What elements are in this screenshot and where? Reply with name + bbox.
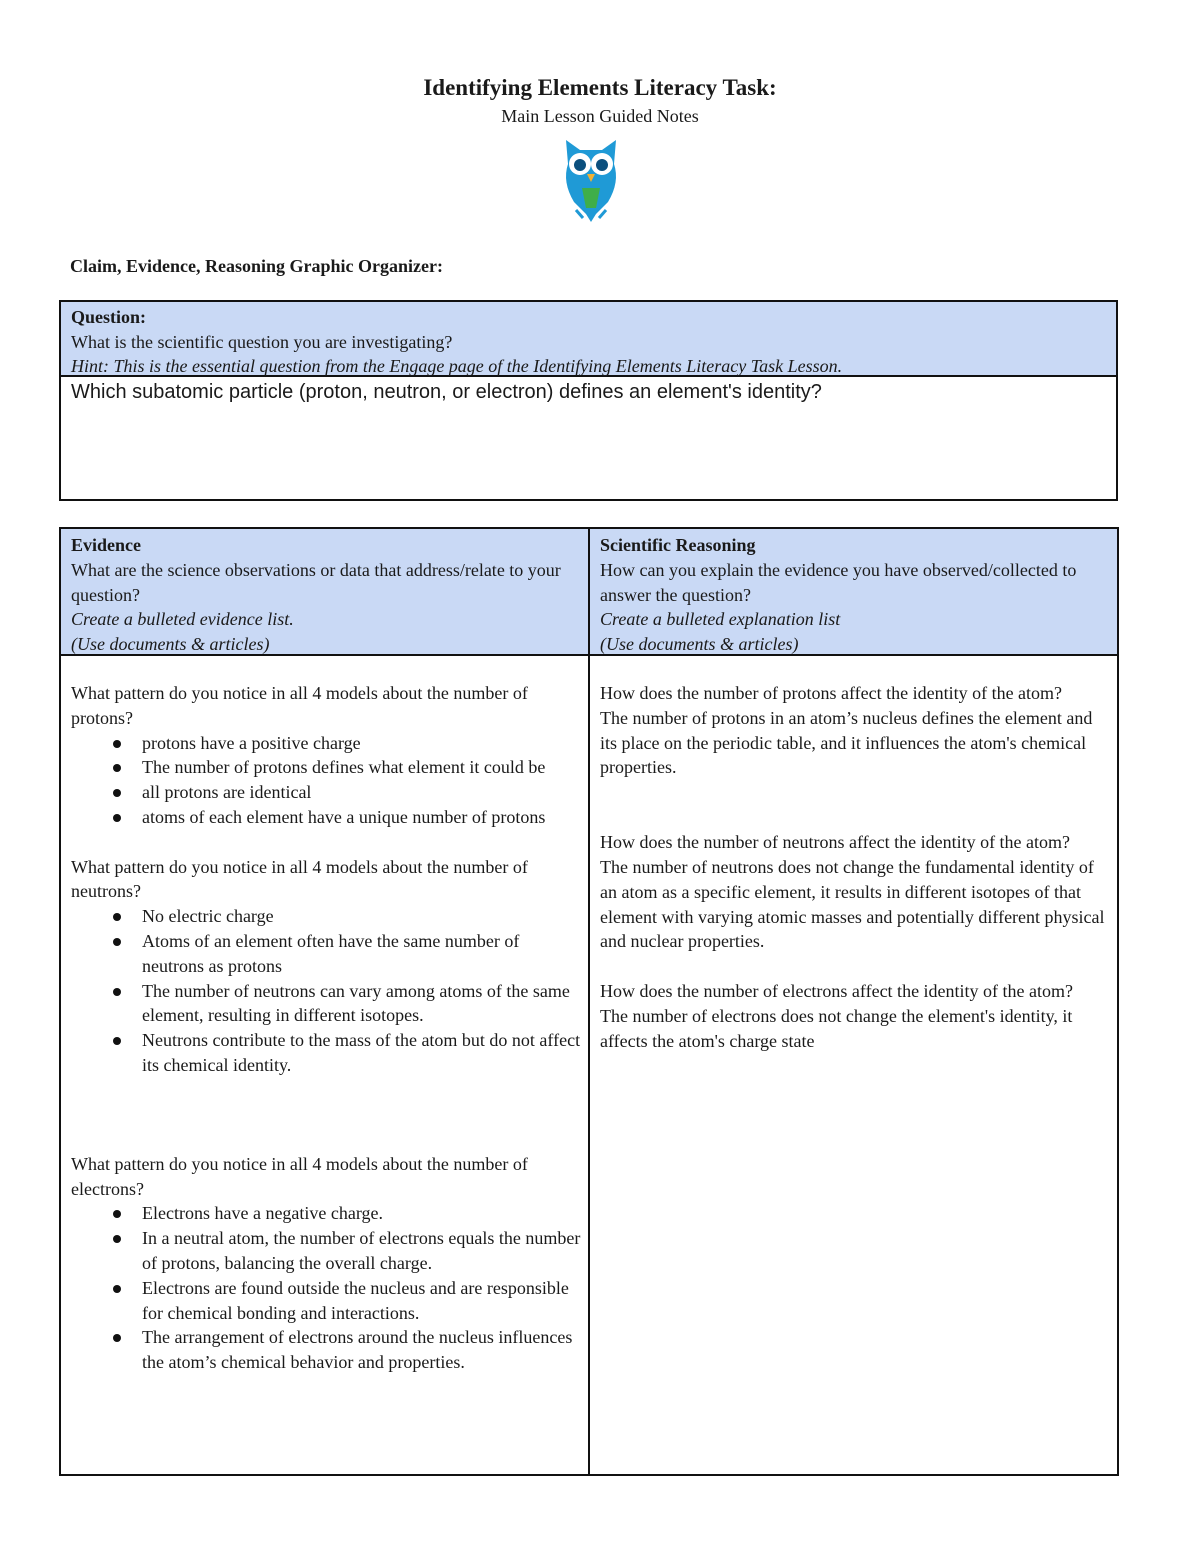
evidence-electrons-list — [71, 1201, 581, 1375]
page-subtitle: Main Lesson Guided Notes — [501, 106, 699, 126]
list-item: The number of neutrons can vary among atoms of the same element, resulting in different isotopes. — [71, 979, 581, 1029]
list-item: Neutrons contribute to the mass of the atom but do not affect its chemical identity. — [71, 1028, 581, 1078]
evidence-protons-prompt: What pattern do you notice in all 4 models about the number of protons? — [71, 683, 528, 728]
list-item: protons have a positive charge — [71, 731, 581, 756]
reasoning-electrons-answer: The number of electrons does not change the element's identity, it affects the atom's charge state — [600, 1005, 1073, 1051]
reasoning-electrons-prompt: How does the number of electrons affect the identity of the atom? — [600, 980, 1074, 1001]
list-item: Electrons have a negative charge. — [71, 1201, 581, 1226]
list-item: Atoms of an element often have the same number of neutrons as protons — [71, 929, 581, 979]
list-item: Electrons are found outside the nucleus and are responsible for chemical bonding and interactions. — [71, 1276, 581, 1326]
question-label: Question: — [71, 307, 147, 327]
reasoning-column[interactable] — [600, 681, 1112, 1053]
evidence-column[interactable] — [71, 681, 581, 1375]
evidence-source: (Use documents & articles) — [71, 634, 270, 655]
reasoning-header — [600, 533, 1105, 657]
evidence-instruction: Create a bulleted evidence list. — [71, 609, 294, 630]
reasoning-instruction: Create a bulleted explanation list — [600, 609, 841, 630]
owl-mascot-icon — [556, 134, 626, 224]
reasoning-prompt: How can you explain the evidence you have observed/collected to answer the question? — [600, 559, 1077, 605]
list-item: The arrangement of electrons around the nucleus influences the atom’s chemical behavior and properties. — [71, 1325, 581, 1375]
reasoning-label: Scientific Reasoning — [600, 535, 756, 555]
evidence-neutrons-prompt: What pattern do you notice in all 4 models about the number of neutrons? — [71, 856, 528, 902]
question-box — [59, 300, 1118, 501]
reasoning-source: (Use documents & articles) — [600, 634, 799, 655]
list-item: In a neutral atom, the number of electrons equals the number of protons, balancing the overall charge. — [71, 1226, 581, 1276]
list-item: No electric charge — [71, 904, 581, 929]
question-prompt: What is the scientific question you are investigating? — [71, 331, 453, 352]
question-answer[interactable]: Which subatomic particle (proton, neutron, or electron) defines an element's identity? — [71, 381, 822, 403]
page-title: Identifying Elements Literacy Task: — [423, 75, 777, 100]
organizer-heading: Claim, Evidence, Reasoning Graphic Organizer: — [70, 256, 443, 276]
evidence-prompt: What are the science observations or data that address/relate to your question? — [71, 559, 561, 605]
evidence-protons-list — [71, 731, 581, 830]
question-hint: Hint: This is the essential question from the Engage page of the Identifying Elements Literacy Task Lesson. — [71, 356, 843, 376]
list-item: atoms of each element have a unique number of protons — [71, 805, 581, 830]
evidence-header — [71, 533, 576, 657]
column-divider — [588, 529, 590, 1474]
list-item: all protons are identical — [71, 780, 581, 805]
evidence-electrons-prompt: What pattern do you notice in all 4 models about the number of electrons? — [71, 1153, 528, 1199]
question-header — [61, 302, 1116, 377]
reasoning-neutrons-answer: The number of neutrons does not change the fundamental identity of an atom as a specific element, it results in different isotopes of that element with varying atomic masses and potentially different physical and nuclear properties. — [600, 856, 1105, 952]
evidence-label: Evidence — [71, 535, 141, 555]
evidence-reasoning-table — [59, 527, 1119, 1476]
list-item: The number of protons defines what element it could be — [71, 755, 581, 780]
reasoning-protons-prompt: How does the number of protons affect the identity of the atom? — [600, 683, 1063, 703]
reasoning-neutrons-prompt: How does the number of neutrons affect the identity of the atom? — [600, 832, 1071, 853]
reasoning-protons-answer: The number of protons in an atom’s nucleus defines the element and its place on the periodic table, and it influences the atom's chemical properties. — [600, 707, 1093, 778]
evidence-neutrons-list — [71, 904, 581, 1078]
